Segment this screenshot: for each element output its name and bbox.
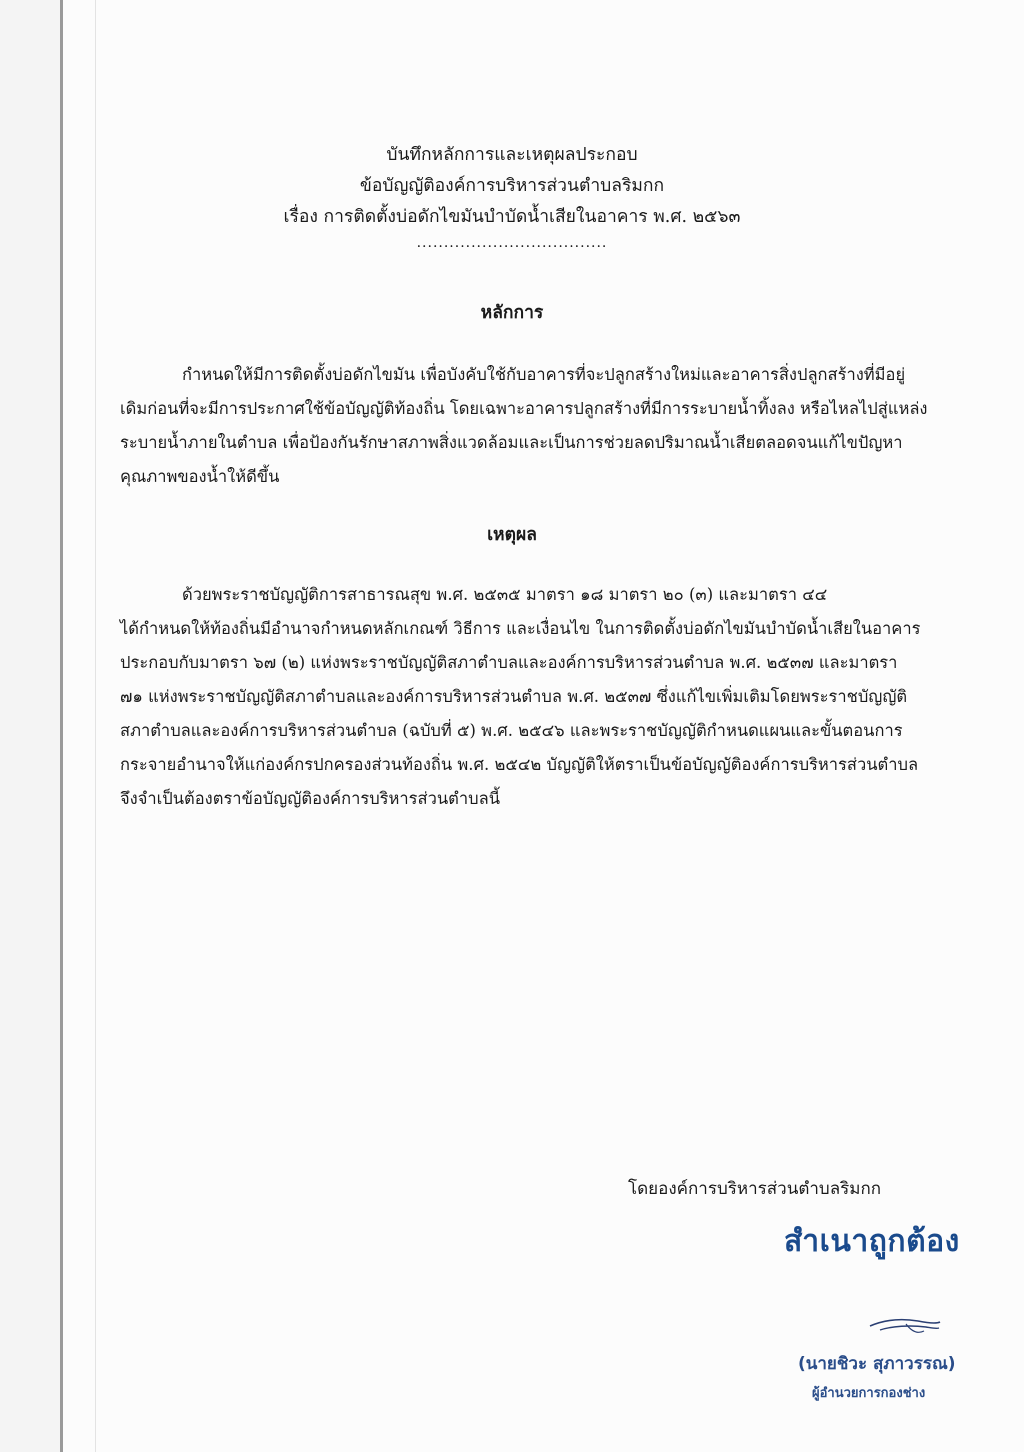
principle-line: เดิมก่อนที่จะมีการประกาศใช้ข้อบัญญัติท้องถิ่น โดยเฉพาะอาคารปลูกสร้างที่มีการระบายน้ำทิ้งลง หรือไหลไปสู่แหล่ง — [120, 399, 928, 418]
certified-copy-stamp: สำเนาถูกต้อง — [784, 1224, 960, 1259]
principle-line: ระบายน้ำภายในตำบล เพื่อป้องกันรักษาสภาพสิ่งแวดล้อมและเป็นการช่วยลดปริมาณน้ำเสียตลอดจนแก้ไขปัญหา — [120, 433, 903, 452]
reason-line: ประกอบกับมาตรา ๖๗ (๒) แห่งพระราชบัญญัติสภาตำบลและองค์การบริหารส่วนตำบล พ.ศ. ๒๕๓๗ และมาตรา — [120, 653, 898, 672]
reason-line: สภาตำบลและองค์การบริหารส่วนตำบล (ฉบับที่ ๕) พ.ศ. ๒๕๔๖ และพระราชบัญญัติกำหนดแผนและขั้นตอนการ — [120, 721, 903, 740]
reason-line: ๗๑ แห่งพระราชบัญญัติสภาตำบลและองค์การบริหารส่วนตำบล พ.ศ. ๒๕๓๗ ซึ่งแก้ไขเพิ่มเติมโดยพระราชบัญญัติ — [120, 687, 908, 706]
handwritten-signature — [866, 1312, 944, 1342]
reason-line: ด้วยพระราชบัญญัติการสาธารณสุข พ.ศ. ๒๕๓๕ มาตรา ๑๘ มาตรา ๒๐ (๓) และมาตรา ๔๔ — [182, 585, 828, 604]
header-subject: เรื่อง การติดตั้งบ่อดักไขมันบำบัดน้ำเสียในอาคาร พ.ศ. ๒๕๖๓ — [283, 207, 741, 227]
principle-line: กำหนดให้มีการติดตั้งบ่อดักไขมัน เพื่อบังคับใช้กับอาคารที่จะปลูกสร้างใหม่และอาคารสิ่งปลูกสร้างที่มีอยู่ — [182, 365, 906, 384]
signing-organization: โดยองค์การบริหารส่วนตำบลริมกก — [628, 1179, 882, 1199]
reason-title: เหตุผล — [487, 525, 537, 545]
principle-title: หลักการ — [480, 303, 544, 323]
header-title: บันทึกหลักการและเหตุผลประกอบ — [386, 145, 638, 165]
header-ordinance: ข้อบัญญัติองค์การบริหารส่วนตำบลริมกก — [359, 176, 665, 196]
reason-line: จึงจำเป็นต้องตราข้อบัญญัติองค์การบริหารส่วนตำบลนี้ — [120, 789, 500, 808]
reason-line: กระจายอำนาจให้แก่องค์กรปกครองส่วนท้องถิ่น พ.ศ. ๒๕๔๒ บัญญัติให้ตราเป็นข้อบัญญัติองค์การบริหารส่วนตำบล — [120, 755, 919, 774]
principle-paragraph — [120, 358, 958, 494]
principle-line: คุณภาพของน้ำให้ดีขึ้น — [120, 467, 280, 486]
signatory-position: ผู้อำนวยการกองช่าง — [812, 1386, 926, 1401]
signatory-name: (นายชิวะ สุภาวรรณ) — [798, 1354, 956, 1374]
reason-paragraph — [120, 578, 958, 816]
document-header — [0, 140, 1024, 253]
reason-line: ได้กำหนดให้ท้องถิ่นมีอำนาจกำหนดหลักเกณฑ์ วิธีการ และเงื่อนไข ในการติดตั้งบ่อดักไขมันบำบัดน้ำเสียในอาคาร — [120, 619, 921, 638]
header-separator: ................................... — [416, 235, 608, 251]
